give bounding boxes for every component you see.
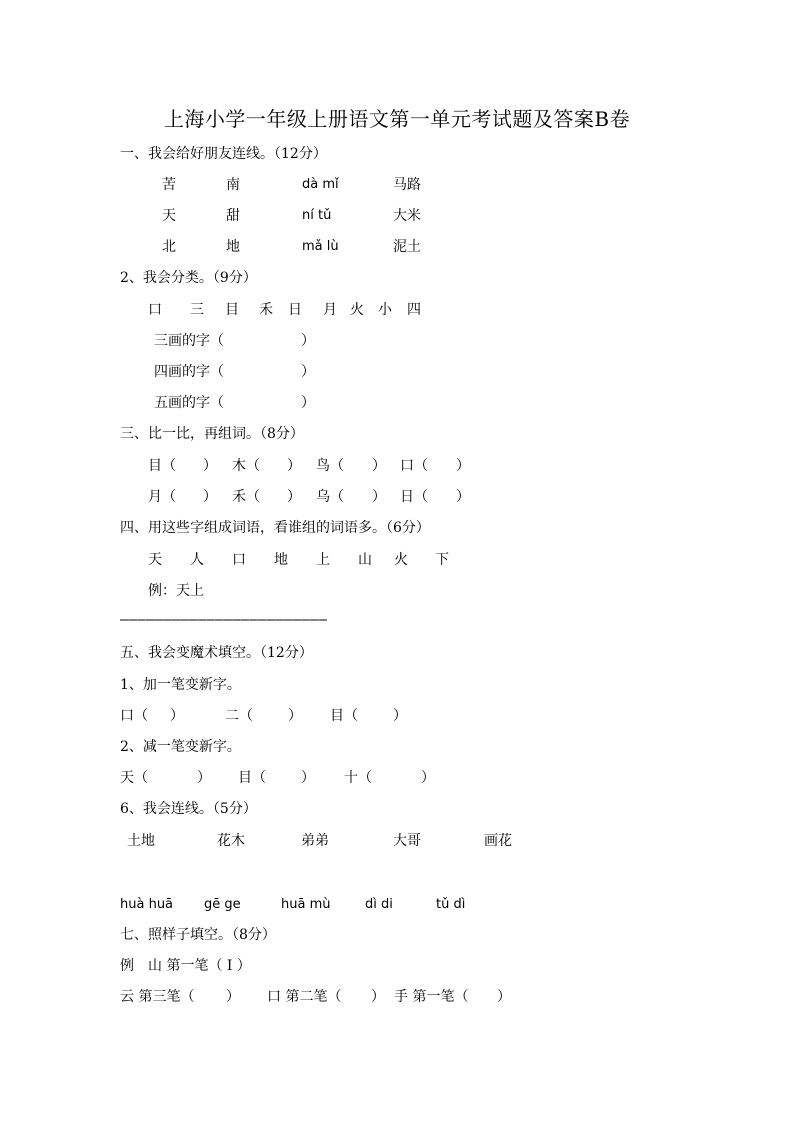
q5-add-item: 目（: [330, 708, 358, 724]
q5-remove-item: 天（: [120, 770, 148, 786]
q7-close: ）: [371, 989, 385, 1005]
q5-close: ）: [288, 708, 302, 724]
q3-close: ）: [372, 489, 386, 505]
q4-char: 口: [232, 552, 246, 568]
q4-char: 地: [274, 552, 288, 568]
q3-close: ）: [203, 458, 217, 474]
q1-r2-c1: 天: [162, 208, 176, 224]
q2-close: ）: [301, 395, 315, 411]
q3-close: ）: [372, 458, 386, 474]
q5-remove-item: 十（: [344, 770, 372, 786]
q2-char: 月: [323, 302, 337, 318]
q4-char: 上: [316, 552, 330, 568]
q3-r2-item: 乌（: [316, 489, 344, 505]
q1-r2-word: 大米: [393, 208, 421, 224]
q1-r3-c1: 北: [162, 239, 176, 255]
q6-word: 花木: [217, 833, 245, 849]
q6-word: 土地: [127, 833, 155, 849]
q5-close: ）: [301, 770, 315, 786]
q5-close: ）: [170, 708, 184, 724]
q1-r3-c2: 地: [226, 239, 240, 255]
q3-close: ）: [287, 489, 301, 505]
q3-r1-item: 木（: [232, 458, 260, 474]
q5-sub1: 1、加一笔变新字。: [120, 677, 241, 693]
page-title: 上海小学一年级上册语文第一单元考试题及答案B卷: [163, 107, 631, 131]
q5-sub2: 2、减一笔变新字。: [120, 739, 241, 755]
q6-word: 大哥: [393, 833, 421, 849]
q7-close: ）: [226, 989, 240, 1005]
q3-close: ）: [287, 458, 301, 474]
q2-char: 禾: [259, 302, 273, 318]
q2-close: ）: [301, 364, 315, 380]
q3-close: ）: [456, 489, 470, 505]
q5-remove-item: 目（: [238, 770, 266, 786]
q5-add-item: 二（: [225, 708, 253, 724]
q2-char: 口: [148, 302, 162, 318]
q1-r1-word: 马路: [393, 177, 421, 193]
q3-r1-item: 目（: [148, 458, 176, 474]
q1-r1-c1: 苦: [162, 177, 176, 193]
q4-char: 山: [358, 552, 372, 568]
q5-close: ）: [393, 708, 407, 724]
q3-r1-item: 口（: [400, 458, 428, 474]
q4-char: 天: [148, 552, 162, 568]
q3-close: ）: [203, 489, 217, 505]
q7-item: 手 第一笔（: [394, 989, 469, 1005]
q2-char: 四: [407, 302, 421, 318]
q2-line-3strokes: 三画的字（: [154, 333, 224, 349]
q3-r1-item: 鸟（: [316, 458, 344, 474]
q6-pinyin: huā mù: [281, 897, 331, 912]
q5-close: ）: [197, 770, 211, 786]
q7-item: 云 第三笔（: [120, 989, 195, 1005]
q2-line-4strokes: 四画的字（: [154, 364, 224, 380]
q1-r2-pinyin: ní tǔ: [302, 208, 332, 223]
q4-char: 火: [394, 552, 408, 568]
q7-close: ）: [497, 989, 511, 1005]
q3-r2-item: 禾（: [232, 489, 260, 505]
q2-char: 小: [378, 302, 392, 318]
q7-example: 例 山 第一笔（ I ）: [120, 958, 251, 974]
q1-r3-word: 泥土: [393, 239, 421, 255]
q5-add-item: 口（: [120, 708, 148, 724]
q7-heading: 七、照样子填空。（8分）: [120, 927, 276, 943]
q4-answer-line: ————————————————————————: [120, 612, 328, 628]
q6-pinyin: gē ge: [204, 897, 241, 912]
q4-char: 下: [435, 552, 449, 568]
q1-heading: 一、我会给好朋友连线。（12分）: [120, 146, 327, 162]
q1-r1-c2: 南: [226, 177, 240, 193]
q1-r1-pinyin: dà mǐ: [302, 177, 339, 192]
q5-heading: 五、我会变魔术填空。（12分）: [120, 645, 313, 661]
q4-char: 人: [190, 552, 204, 568]
q2-char: 火: [350, 302, 364, 318]
q3-heading: 三、比一比，再组词。（8分）: [120, 426, 304, 442]
q2-char: 三: [190, 302, 204, 318]
q5-close: ）: [421, 770, 435, 786]
q7-item: 口 第二笔（: [267, 989, 342, 1005]
q2-char: 日: [288, 302, 302, 318]
q3-r2-item: 日（: [400, 489, 428, 505]
q6-heading: 6、我会连线。（5分）: [120, 801, 257, 817]
q3-r2-item: 月（: [148, 489, 176, 505]
q6-word: 画花: [484, 833, 512, 849]
q6-pinyin: tǔ dì: [436, 897, 466, 912]
q4-heading: 四、用这些字组成词语，看谁组的词语多。（6分）: [120, 520, 430, 536]
q6-pinyin: dì di: [365, 897, 393, 912]
q6-pinyin: huà huā: [120, 897, 174, 912]
q1-r3-pinyin: mǎ lù: [302, 239, 339, 254]
q2-heading: 2、我会分类。（9分）: [120, 270, 257, 286]
q2-close: ）: [301, 333, 315, 349]
q3-close: ）: [456, 458, 470, 474]
q2-line-5strokes: 五画的字（: [154, 395, 224, 411]
q2-char: 目: [225, 302, 239, 318]
q4-example: 例：天上: [148, 583, 204, 599]
q1-r2-c2: 甜: [226, 208, 240, 224]
q6-word: 弟弟: [301, 833, 329, 849]
